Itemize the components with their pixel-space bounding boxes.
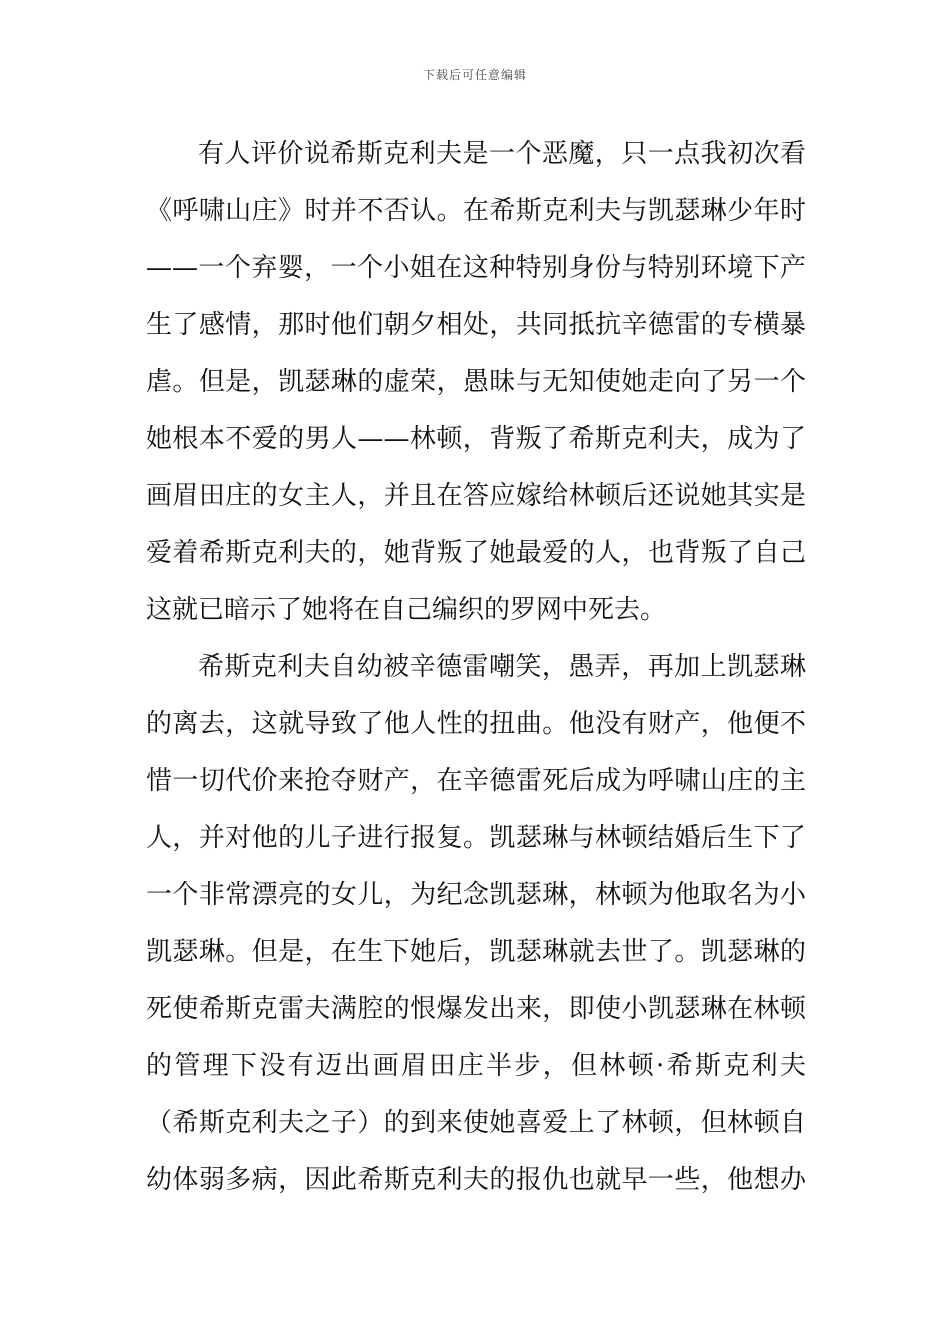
text-line: 虐。但是，凯瑟琳的虚荣，愚昧与无知使她走向了另一个	[146, 367, 806, 397]
text-line: 的离去，这就导致了他人性的扭曲。他没有财产，他便不	[146, 709, 806, 739]
text-line: 死使希斯克雷夫满腔的恨爆发出来，即使小凯瑟琳在林顿	[146, 994, 806, 1024]
text-line: 幼体弱多病，因此希斯克利夫的报仇也就早一些，他想办	[146, 1165, 806, 1195]
paragraph	[146, 126, 806, 639]
text-line: （希斯克利夫之子）的到来使她喜爱上了林顿，但林顿自	[146, 1108, 806, 1138]
text-line: 人，并对他的儿子进行报复。凯瑟琳与林顿结婚后生下了	[146, 823, 806, 853]
text-line: 凯瑟琳。但是，在生下她后，凯瑟琳就去世了。凯瑟琳的	[146, 937, 806, 967]
text-line: 希斯克利夫自幼被辛德雷嘲笑，愚弄，再加上凯瑟琳	[198, 652, 806, 682]
text-line: 有人评价说希斯克利夫是一个恶魔，只一点我初次看	[198, 139, 806, 169]
text-line: 《呼啸山庄》时并不否认。在希斯克利夫与凯瑟琳少年时	[146, 196, 806, 226]
text-line: 一个非常漂亮的女儿，为纪念凯瑟琳，林顿为他取名为小	[146, 880, 806, 910]
text-line: 的管理下没有迈出画眉田庄半步，但林顿·希斯克利夫	[146, 1051, 806, 1081]
text-line: 惜一切代价来抢夺财产，在辛德雷死后成为呼啸山庄的主	[146, 766, 806, 796]
page-header: 下载后可任意编辑	[422, 68, 527, 82]
text-line: 这就已暗示了她将在自己编织的罗网中死去。	[146, 595, 667, 625]
text-line: 画眉田庄的女主人，并且在答应嫁给林顿后还说她其实是	[146, 481, 806, 511]
text-line: ——一个弃婴，一个小姐在这种特别身份与特别环境下产	[146, 253, 806, 283]
text-line: 生了感情，那时他们朝夕相处，共同抵抗辛德雷的专横暴	[146, 310, 806, 340]
document-body	[146, 126, 806, 1209]
text-line: 爱着希斯克利夫的，她背叛了她最爱的人，也背叛了自己	[146, 538, 806, 568]
text-line: 她根本不爱的男人——林顿，背叛了希斯克利夫，成为了	[146, 424, 806, 454]
paragraph	[146, 639, 806, 1209]
